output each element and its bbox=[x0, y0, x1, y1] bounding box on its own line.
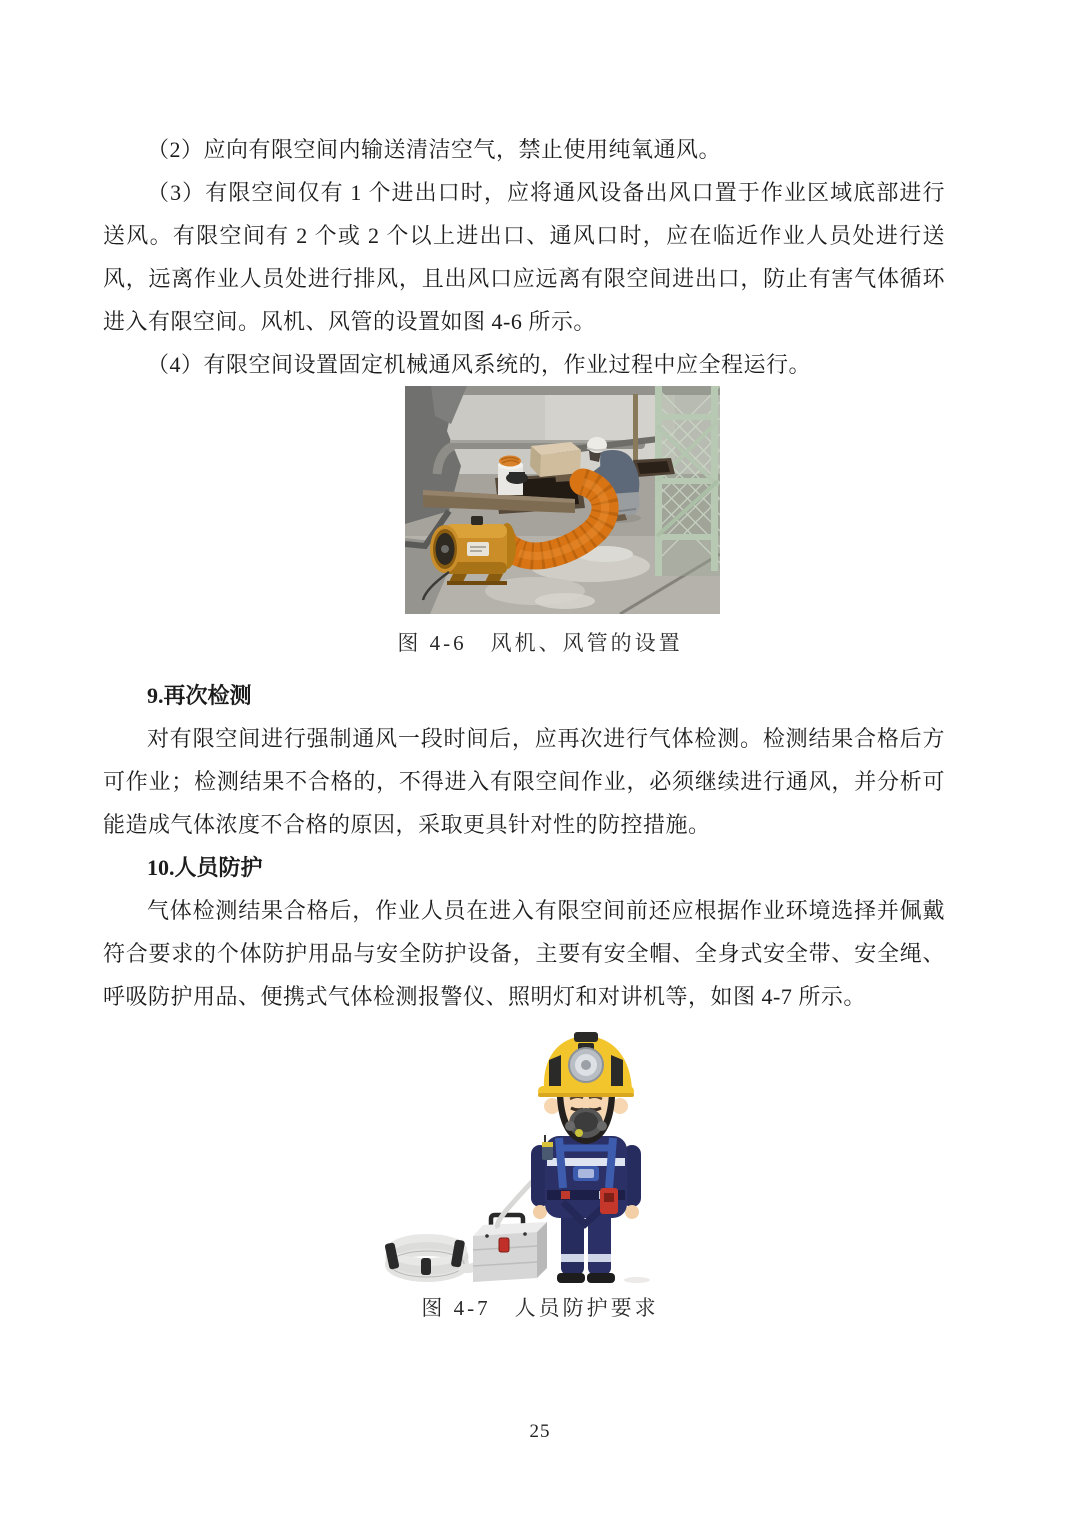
figure-4-6 bbox=[103, 386, 945, 658]
figure-4-7-caption: 图 4-7 人员防护要求 bbox=[421, 1296, 659, 1320]
cartoon-worker bbox=[531, 1032, 650, 1283]
photo-fence bbox=[655, 386, 720, 576]
gas-detector bbox=[600, 1188, 618, 1214]
ventilation-fan-and-duct-photo bbox=[405, 386, 720, 614]
hose-coil bbox=[385, 1238, 483, 1277]
worker-ppe-cartoon bbox=[385, 1030, 715, 1285]
figure-4-6-caption: 图 4-6 风机、风管的设置 bbox=[397, 631, 683, 655]
heading-9: 9.再次检测 bbox=[147, 683, 252, 708]
air-supply-box bbox=[473, 1215, 547, 1282]
paragraph-section-10: 气体检测结果合格后，作业人员在进入有限空间前还应根据作业环境选择并佩戴符合要求的个体防护用品与安全防护设备，主要有安全帽、全身式安全带、安全绳、呼吸防护用品、便携式气体检测报警仪、照明灯和对讲机等，如图 4-7 所示。 bbox=[103, 898, 945, 1009]
paragraph-item-3: （3）有限空间仅有 1 个进出口时，应将通风设备出风口置于作业区域底部进行送风。有限空间有 2 个或 2 个以上进出口、通风口时，应在临近作业人员处进行送风，远离作业人员处进行排风，且出风口应远离有限空间进出口，防止有害气体循环进入有限空间。风机、风管的设置如图 4-6 所示。 bbox=[103, 180, 945, 334]
paragraph-item-4: （4）有限空间设置固定机械通风系统的，作业过程中应全程运行。 bbox=[147, 352, 812, 377]
paragraph-section-9: 对有限空间进行强制通风一段时间后，应再次进行气体检测。检测结果合格后方可作业；检测结果不合格的，不得进入有限空间作业，必须继续进行通风，并分析可能造成气体浓度不合格的原因，采取更具针对性的防控措施。 bbox=[103, 726, 945, 837]
safety-helmet bbox=[538, 1032, 634, 1097]
paragraph-item-2: （2）应向有限空间内输送清洁空气，禁止使用纯氧通风。 bbox=[147, 137, 722, 162]
figure-4-7 bbox=[103, 1030, 945, 1323]
page-number: 25 bbox=[529, 1421, 551, 1442]
heading-10: 10.人员防护 bbox=[147, 855, 263, 880]
